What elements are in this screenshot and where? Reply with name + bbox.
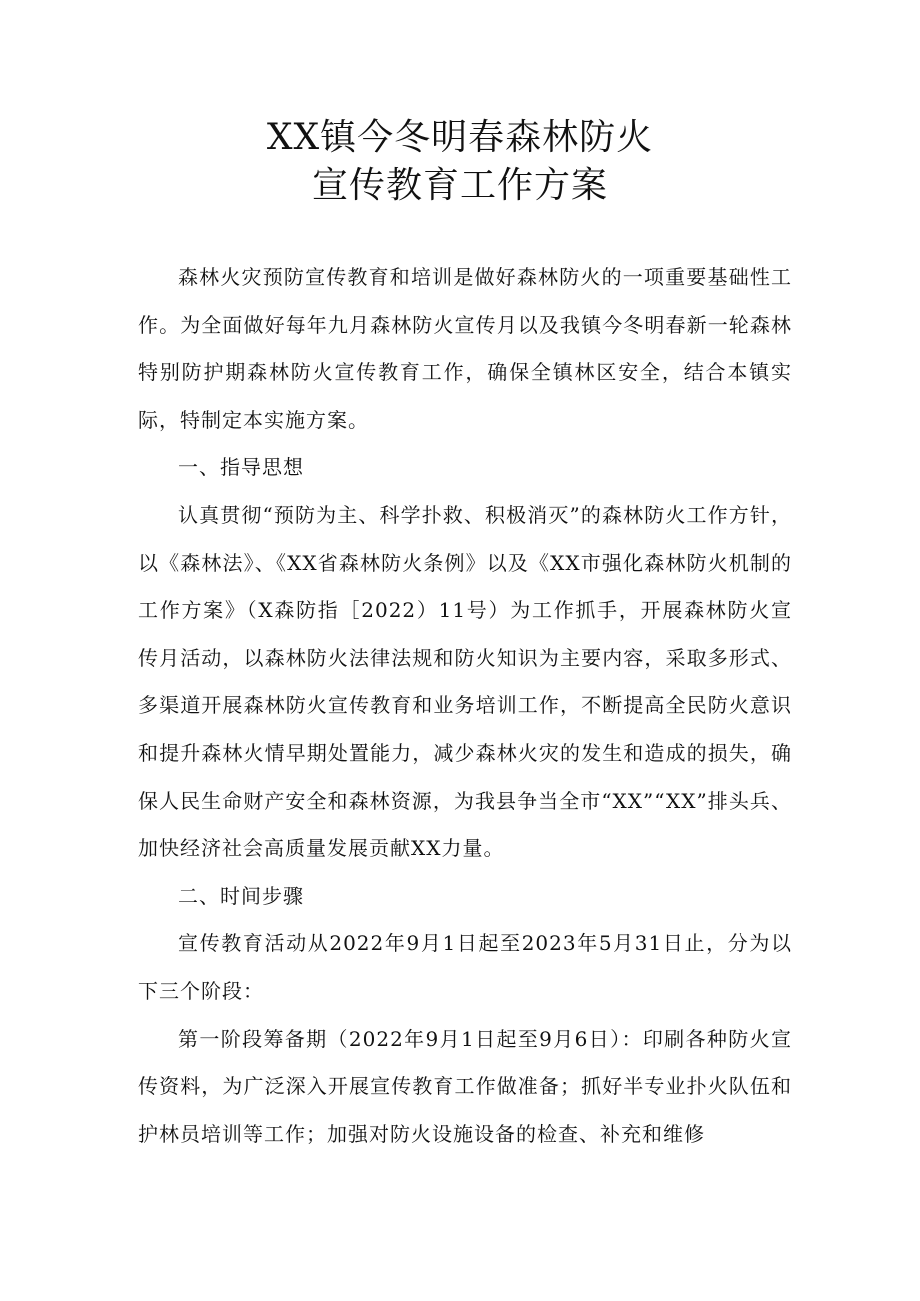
section-heading-guiding-thought: 一、指导思想 [178, 455, 304, 480]
document-body [138, 254, 792, 1158]
paragraph-guiding-thought: 认真贯彻“预防为主、科学扑救、积极消灭”的森林防火工作方针，以《森林法》、《XX省森林防火条例》以及《XX市强化森林防火机制的工作方案》（X森防指［2022）11号）为工作抓手，开展森林防火宣传月活动，以森林防火法律法规和防火知识为主要内容，采取多形式、多渠道开展森林防火宣传教育和业务培训工作，不断提高全民防火意识和提升森林火情早期处置能力，减少森林火灾的发生和造成的损失，确保人民生命财产安全和森林资源，为我县争当全市“XX”“XX”排头兵、加快经济社会高质量发展贡献XX力量。 [138, 502, 792, 861]
section-heading-time-steps: 二、时间步骤 [178, 883, 304, 908]
paragraph-time-range: 宣传教育活动从2022年9月1日起至2023年5月31日止，分为以下三个阶段： [138, 931, 792, 1003]
document-title-line-2: 宣传教育工作方案 [311, 165, 608, 206]
paragraph-stage-one: 第一阶段筹备期（2022年9月1日起至9月6日）：印刷各种防火宣传资料，为广泛深入开展宣传教育工作做准备；抓好半专业扑火队伍和护林员培训等工作；加强对防火设施设备的检查、补充和维修 [138, 1026, 792, 1146]
document-title-line-1: XX镇今冬明春森林防火 [266, 117, 654, 158]
paragraph-intro: 森林火灾预防宣传教育和培训是做好森林防火的一项重要基础性工作。为全面做好每年九月森林防火宣传月以及我镇今冬明春新一轮森林特别防护期森林防火宣传教育工作，确保全镇林区安全，结合本镇实际，特制定本实施方案。 [138, 265, 792, 432]
